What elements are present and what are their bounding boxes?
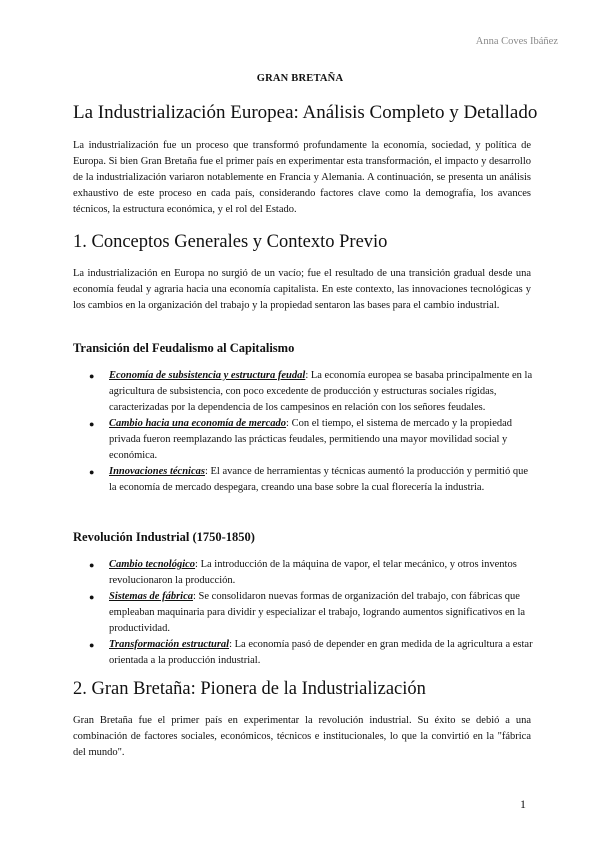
section2-paragraph: Gran Bretaña fue el primer país en experimentar la revolución industrial. Su éxito se debió a una combinación de factores sociales, económicos, técnicos e institucionales, lo que la convirtió en la "fábrica del mundo". bbox=[73, 715, 531, 758]
section2-heading: 2. Gran Bretaña: Pionera de la Industrialización bbox=[73, 679, 426, 699]
list-item bbox=[73, 589, 533, 637]
list-item bbox=[73, 557, 533, 589]
list-item bbox=[73, 464, 533, 496]
list-item-text: : La economía europea se basaba principalmente en la agricultura de subsistencia, con poco excedente de producción y estructuras sociales rígidas, caracterizadas por la dependencia de los campesinos en relación con los señores feudales. bbox=[109, 370, 533, 413]
list-item-term: Cambio hacia una economía de mercado bbox=[109, 418, 287, 429]
list-item-text: : La economía pasó de depender en gran medida de la agricultura a estar orientada a la producción industrial. bbox=[109, 639, 533, 666]
subsection-heading-industrial-revolution: Revolución Industrial (1750-1850) bbox=[73, 530, 255, 544]
list-item bbox=[73, 416, 533, 464]
bullet-icon: ● bbox=[89, 560, 95, 570]
feudalism-bullet-list bbox=[73, 368, 533, 496]
bullet-icon: ● bbox=[89, 640, 95, 650]
page-title: La Industrialización Europea: Análisis Completo y Detallado bbox=[73, 102, 538, 123]
list-item-term: Transformación estructural bbox=[109, 639, 230, 650]
subsection-heading-feudalism: Transición del Feudalismo al Capitalismo bbox=[73, 341, 295, 355]
document-label: GRAN BRETAÑA bbox=[256, 73, 344, 84]
bullet-icon: ● bbox=[89, 592, 95, 602]
bullet-icon: ● bbox=[89, 371, 95, 381]
page-number: 1 bbox=[520, 797, 526, 811]
list-item-term: Innovaciones técnicas bbox=[109, 466, 205, 477]
bullet-icon: ● bbox=[89, 467, 95, 477]
industrial-revolution-bullet-list bbox=[73, 557, 533, 669]
list-item-term: Cambio tecnológico bbox=[109, 559, 196, 570]
list-item-text: : Con el tiempo, el sistema de mercado y la propiedad privada fueron reemplazando las prácticas feudales, permitiendo una mayor movilidad social y económica. bbox=[109, 418, 513, 461]
intro-paragraph: La industrialización fue un proceso que transformó profundamente la economía, sociedad, y política de Europa. Si bien Gran Bretaña fue el primer país en experimentar esta transformación, el impacto y desarrollo de la industrialización variaron notablemente en Francia y Alemania. A continuación, se presenta un análisis exhaustivo de este proceso en cada país, considerando factores clave como la demografía, los avances técnicos, la estructura económica, y el rol del Estado. bbox=[73, 140, 531, 215]
list-item-text: : Se consolidaron nuevas formas de organización del trabajo, con fábricas que empleaban maquinaria para dividir y especializar el trabajo, logrando aumentos significativos en la productividad. bbox=[109, 591, 526, 634]
section1-paragraph: La industrialización en Europa no surgió de un vacío; fue el resultado de una transición gradual desde una economía feudal y agraria hacia una economía capitalista. En este contexto, las innovaciones tecnológicas y los cambios en la organización del trabajo y la propiedad sentaron las bases para el cambio industrial. bbox=[73, 268, 531, 311]
list-item-term: Sistemas de fábrica bbox=[109, 591, 193, 602]
section1-heading: 1. Conceptos Generales y Contexto Previo bbox=[73, 232, 388, 252]
list-item-text: : La introducción de la máquina de vapor, el telar mecánico, y otros inventos revolucionaron la producción. bbox=[109, 559, 517, 586]
bullet-icon: ● bbox=[89, 419, 95, 429]
list-item bbox=[73, 637, 533, 669]
list-item bbox=[73, 368, 533, 416]
list-item-text: : El avance de herramientas y técnicas aumentó la producción y permitió que la economía de mercado despegara, creando una base sobre la cual florecería la industria. bbox=[109, 466, 529, 493]
author-name: Anna Coves Ibáñez bbox=[475, 36, 558, 47]
list-item-term: Economía de subsistencia y estructura feudal bbox=[109, 370, 306, 381]
